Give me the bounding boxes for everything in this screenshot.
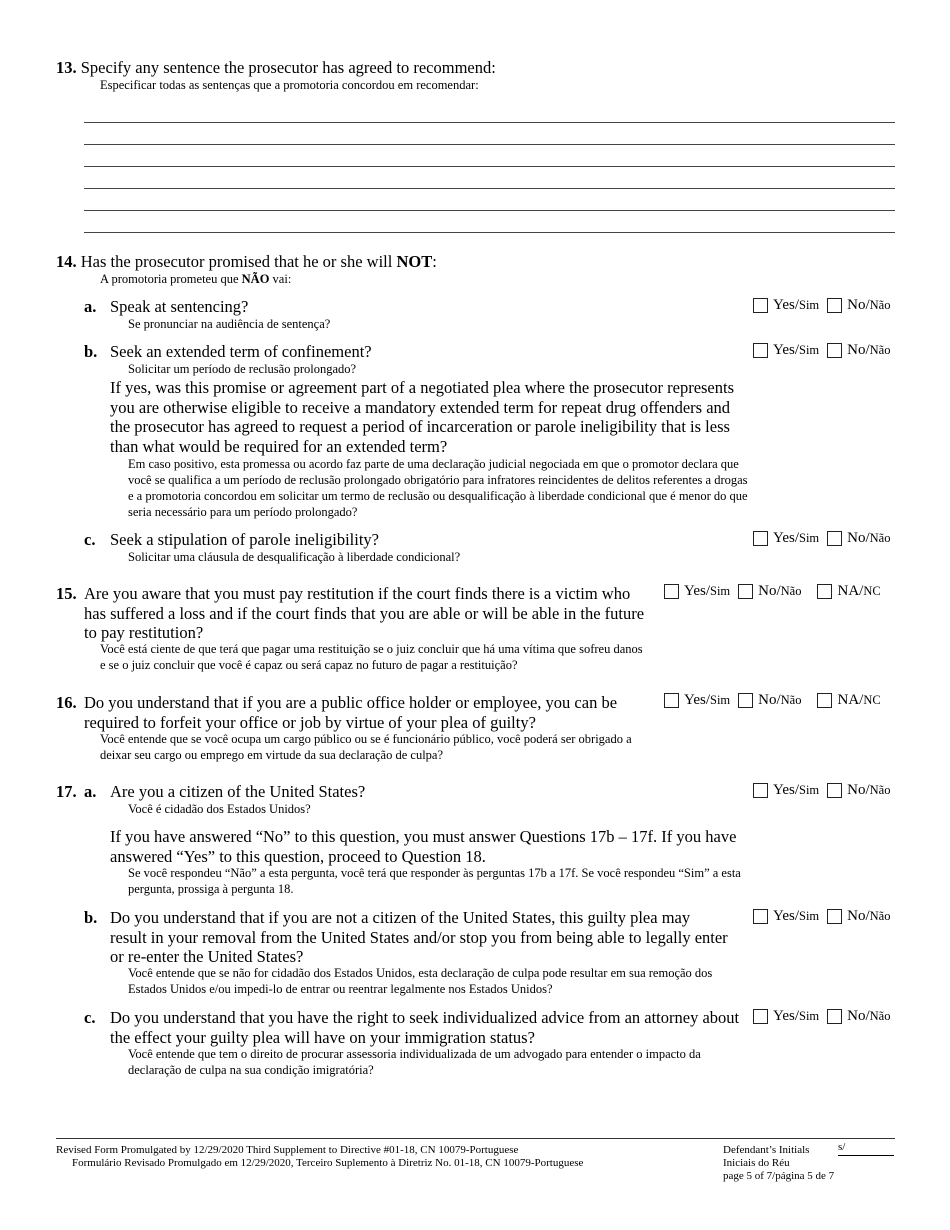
q14a-answer [753,297,890,314]
q16-number: 16. [56,693,77,712]
q15-no-checkbox[interactable] [738,584,753,599]
q14c-yes-checkbox[interactable] [753,531,768,546]
q16-answer [664,692,881,709]
q14b-answer [753,342,890,359]
q17a-text: Are you a citizen of the United States? [110,782,366,801]
q13-heading [56,58,496,78]
initials-value: s/ [838,1141,846,1153]
q14b-yes-option[interactable]: Yes/ Sim [753,342,819,359]
q15-translation: Você está ciente de que terá que pagar uma restituição se o juiz concluir que há uma vítima que sofreu danos e se o juiz concluir que você é capaz ou será capaz no futuro de pagar a restituição? [100,642,643,672]
q17b-translation: Você entende que se não for cidadão dos Estados Unidos, esta declaração de culpa pode resultar em sua remoção dos Estados Unidos e/ou impedi-lo de entrar ou reentrar legalmente nos Estados Unidos? [128,966,713,996]
q14a-yes-checkbox[interactable] [753,298,768,313]
q14-pt-prefix: A promotoria prometeu que [100,272,242,286]
q14c-letter: c. [84,530,96,549]
q15-number: 15. [56,584,77,603]
q17b-answer [753,908,890,925]
q16-yes-checkbox[interactable] [664,693,679,708]
q17c-yes-checkbox[interactable] [753,1009,768,1024]
q14c-no-checkbox[interactable] [827,531,842,546]
q14c-yes-option[interactable]: Yes/ Sim [753,530,819,547]
q14-pt-bold: NÃO [241,272,270,286]
q15-na-option[interactable]: NA/ NC [817,583,880,600]
answer-line-3[interactable] [84,166,895,167]
q14c-answer [753,530,890,547]
q14c-no-option[interactable]: No/ Não [827,530,890,547]
answer-line-4[interactable] [84,188,895,189]
q17c-letter: c. [84,1008,96,1027]
q16-translation: Você entende que se você ocupa um cargo público ou se é funcionário público, você poderá ser obrigado a deixar seu cargo ou emprego em virtude da sua declaração de culpa? [100,732,632,762]
initials-field[interactable] [838,1141,894,1156]
q17b-no-option[interactable]: No/ Não [827,908,890,925]
q17b-yes-option[interactable]: Yes/ Sim [753,908,819,925]
q17c-yes-option[interactable]: Yes/ Sim [753,1008,819,1025]
q15-yes-checkbox[interactable] [664,584,679,599]
q17a-yes-option[interactable]: Yes/ Sim [753,782,819,799]
q16-na-option[interactable]: NA/ NC [817,692,880,709]
q13-number: 13. [56,58,77,77]
q14b-followup: If yes, was this promise or agreement part of a negotiated plea where the prosecutor represents you are otherwise eligible to receive a mandatory extended term for repeat drug offenders and the prosecutor has agreed to request a period of incarceration or parole ineligibility that is less than what would be required for an extended term? [110,378,735,456]
q17-note-translation: Se você respondeu “Não” a esta pergunta, você terá que responder às perguntas 17b a 17f. Se você respondeu “Sim” a esta pergunta, prossiga à pergunta 18. [128,866,741,896]
q17c-no-option[interactable]: No/ Não [827,1008,890,1025]
q17c-answer [753,1008,890,1025]
footer-form-pt: Formulário Revisado Promulgado em 12/29/2020, Terceiro Suplemento à Diretriz No. 01-18, CN 10079-Portuguese [72,1157,584,1169]
q17b-text: Do you understand that if you are not a citizen of the United States, this guilty plea may result in your removal from the United States and/or stop you from being able to legally enter or re-enter the United States? [110,908,728,966]
q17a-yes-checkbox[interactable] [753,783,768,798]
q14-text-suffix: : [432,252,437,271]
q16-no-checkbox[interactable] [738,693,753,708]
q17-number: 17. [56,782,77,801]
footer-form-en: Revised Form Promulgated by 12/29/2020 Third Supplement to Directive #01-18, CN 10079-Portuguese [56,1144,519,1156]
q14a-yes-option[interactable]: Yes/ Sim [753,297,819,314]
footer-divider [56,1138,895,1139]
q14-text-prefix: Has the prosecutor promised that he or she will [80,252,397,271]
q14-pt-suffix: vai: [269,272,292,286]
page-number: page 5 of 7/página 5 de 7 [723,1170,835,1182]
answer-line-6[interactable] [84,232,895,233]
q15-na-checkbox[interactable] [817,584,832,599]
q13-translation: Especificar todas as sentenças que a promotoria concordou em recomendar: [100,78,479,92]
q14a-translation: Se pronunciar na audiência de sentença? [128,317,331,331]
q14-translation [100,271,291,287]
q17b-letter: b. [84,908,98,927]
q15-no-option[interactable]: No/ Não [738,583,801,600]
q14b-translation: Solicitar um período de reclusão prolongado? [128,362,357,376]
q17a-answer [753,782,890,799]
q14-text-bold: NOT [396,252,433,271]
q14b-yes-checkbox[interactable] [753,343,768,358]
q17a-no-option[interactable]: No/ Não [827,782,890,799]
q13-text: Specify any sentence the prosecutor has agreed to recommend: [80,58,496,77]
answer-line-1[interactable] [84,122,895,123]
q15-text: Are you aware that you must pay restitution if the court finds there is a victim who has suffered a loss and if the court finds that you are able or will be able in the future to pay restitution? [84,584,645,642]
q17c-text: Do you understand that you have the right to seek individualized advice from an attorney about the effect your guilty plea will have on your immigration status? [110,1008,740,1047]
q14b-no-option[interactable]: No/ Não [827,342,890,359]
q14b-text: Seek an extended term of confinement? [110,342,372,361]
q15-answer [664,583,881,600]
q17c-translation: Você entende que tem o direito de procurar assessoria individualizada de um advogado para entender o impacto da declaração de culpa na sua condição imigratória? [128,1047,701,1077]
q17b-no-checkbox[interactable] [827,909,842,924]
q14a-no-checkbox[interactable] [827,298,842,313]
q14a-letter: a. [84,297,97,316]
q14-number: 14. [56,252,77,271]
q14-heading [56,252,437,272]
q14a-text: Speak at sentencing? [110,297,249,316]
q17b-yes-checkbox[interactable] [753,909,768,924]
q17a-no-checkbox[interactable] [827,783,842,798]
q16-na-checkbox[interactable] [817,693,832,708]
q14c-text: Seek a stipulation of parole ineligibility? [110,530,379,549]
q17c-no-checkbox[interactable] [827,1009,842,1024]
q16-text: Do you understand that if you are a public office holder or employee, you can be required to forfeit your office or job by virtue of your plea of guilty? [84,693,618,732]
q17-note: If you have answered “No” to this question, you must answer Questions 17b – 17f. If you have answered “Yes” to this question, proceed to Question 18. [110,827,737,866]
q17a-letter: a. [84,782,97,801]
q14a-no-option[interactable]: No/ Não [827,297,890,314]
answer-line-2[interactable] [84,144,895,145]
initials-label-pt: Iniciais do Réu [723,1157,790,1169]
q14b-no-checkbox[interactable] [827,343,842,358]
q14b-letter: b. [84,342,98,361]
answer-line-5[interactable] [84,210,895,211]
q14c-translation: Solicitar uma cláusula de desqualificação à liberdade condicional? [128,550,461,564]
q14b-followup-translation: Em caso positivo, esta promessa ou acordo faz parte de uma declaração judicial negociada em que o promotor declara que você se qualifica a um período de reclusão prolongado obrigatório para infratores reincidentes de delitos referentes a drogas e a promotoria concordou em solicitar um termo de reclusão ou desqualificação à liberdade condicional que é menor do que seria necessário para um período prolongado? [128,457,748,519]
initials-label: Defendant’s Initials [723,1144,810,1156]
q16-no-option[interactable]: No/ Não [738,692,801,709]
q15-yes-option[interactable]: Yes/ Sim [664,583,730,600]
q17a-translation: Você é cidadão dos Estados Unidos? [128,802,311,816]
q16-yes-option[interactable]: Yes/ Sim [664,692,730,709]
